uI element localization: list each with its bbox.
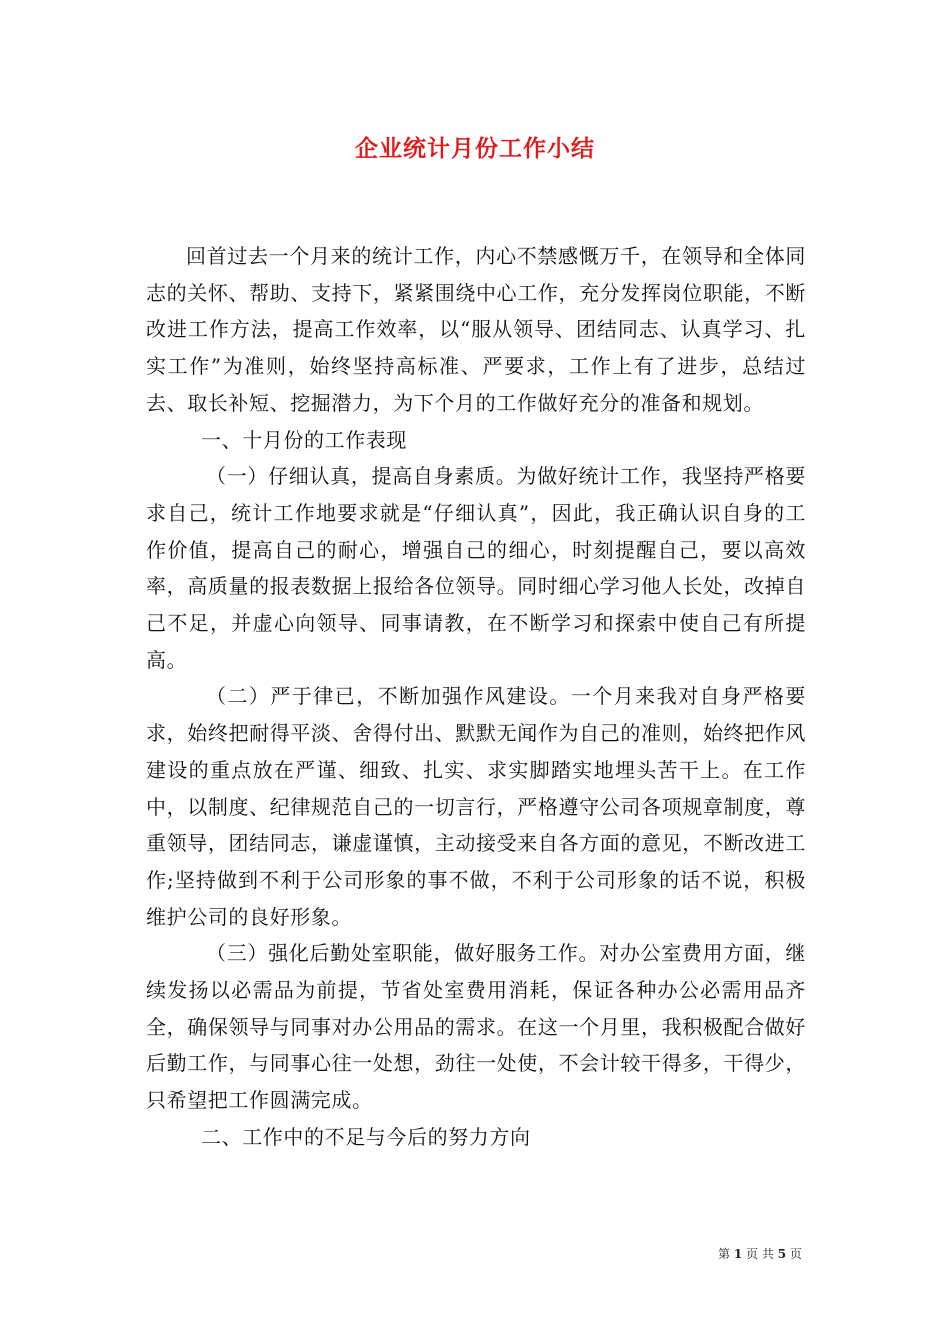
subsection-paragraph-1: （一）仔细认真，提高自身素质。为做好统计工作，我坚持严格要求自己，统计工作地要求就是“仔细认真”，因此，我正确认识自身的工作价值，提高自己的耐心，增强自己的细心，时刻提醒自己，要以高效率，高质量的报表数据上报给各位领导。同时细心学习他人长处，改掉自己不足，并虚心向领导、同事请教，在不断学习和探索中使自己有所提高。: [146, 464, 806, 672]
subsection-paragraph-2: （二）严于律已，不断加强作风建设。一个月来我对自身严格要求，始终把耐得平淡、舍得付出、默默无闻作为自己的准则，始终把作风建设的重点放在严谨、细致、扎实、求实脚踏实地埋头苦干上。在工作中，以制度、纪律规范自己的一切言行，严格遵守公司各项规章制度，尊重领导，团结同志，谦虚谨慎，主动接受来自各方面的意见，不断改进工作;坚持做到不利于公司形象的事不做，不利于公司形象的话不说，积极维护公司的良好形象。: [146, 684, 806, 929]
subsection-paragraph-3: （三）强化后勤处室职能，做好服务工作。对办公室费用方面，继续发扬以必需品为前提，节省处室费用消耗，保证各种办公必需用品齐全，确保领导与同事对办公用品的需求。在这一个月里，我积极配合做好后勤工作，与同事心往一处想，劲往一处使，不会计较干得多，干得少，只希望把工作圆满完成。: [146, 941, 806, 1113]
footer-total-pages: 5: [777, 1247, 787, 1261]
footer-middle: 页 共: [746, 1247, 774, 1261]
page-number-footer: [718, 1246, 802, 1262]
footer-suffix: 页: [789, 1247, 802, 1261]
document-body: [146, 238, 806, 1156]
section-heading-1: 一、十月份的工作表现: [201, 427, 407, 452]
document-title: 企业统计月份工作小结: [355, 135, 595, 162]
section-heading-2: 二、工作中的不足与今后的努力方向: [201, 1124, 531, 1149]
footer-current-page: 1: [733, 1247, 743, 1261]
intro-paragraph: 回首过去一个月来的统计工作，内心不禁感慨万千，在领导和全体同志的关怀、帮助、支持下，紧紧围绕中心工作，充分发挥岗位职能，不断改进工作方法，提高工作效率，以“服从领导、团结同志、认真学习、扎实工作”为准则，始终坚持高标准、严要求，工作上有了进步，总结过去、取长补短、挖掘潜力，为下个月的工作做好充分的准备和规划。: [146, 244, 806, 415]
footer-prefix: 第: [718, 1247, 731, 1261]
